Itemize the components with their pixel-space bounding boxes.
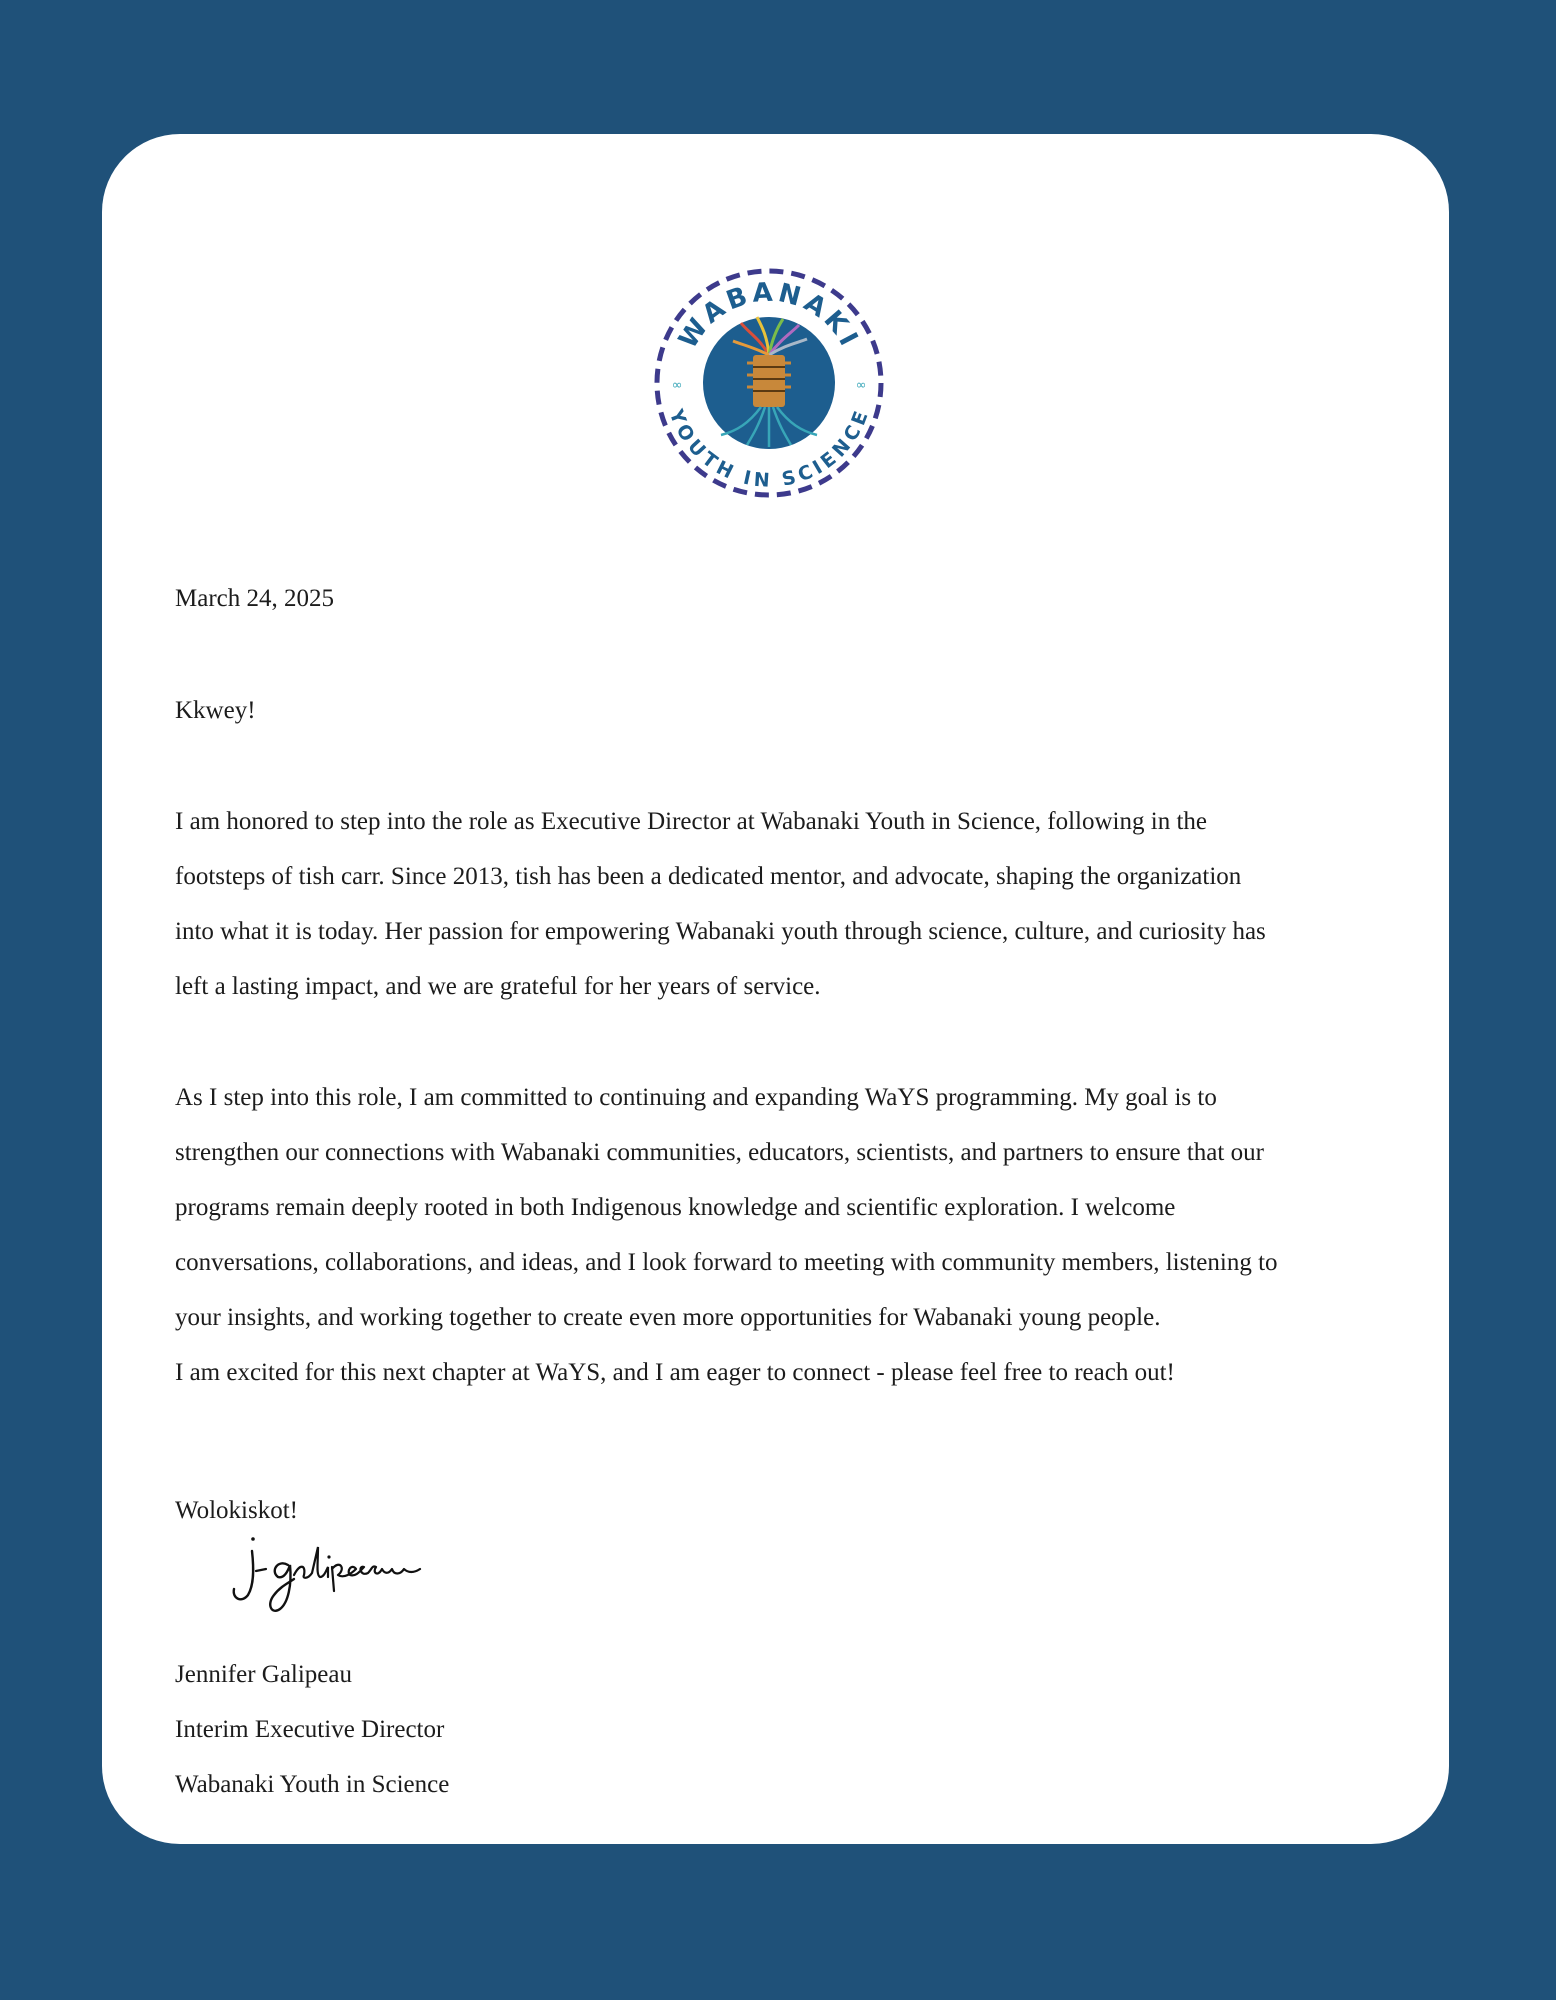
paragraph-line: footsteps of tish carr. Since 2013, tish has been a dedicated mentor, and advocate, shaping the organization: [175, 863, 1242, 890]
handwritten-signature: [222, 1529, 462, 1619]
letter-closing: Wolokiskot!: [175, 1497, 298, 1524]
paragraph-line: As I step into this role, I am committed to continuing and expanding WaYS programming. My goal is to: [175, 1084, 1217, 1111]
paragraph-line: strengthen our connections with Wabanaki communities, educators, scientists, and partners to ensure that our: [175, 1139, 1264, 1166]
logo-text-top: WABANAKI: [673, 277, 866, 355]
paragraph-2: [175, 1070, 1278, 1400]
signer-organization: Wabanaki Youth in Science: [175, 1771, 450, 1798]
paragraph-line: conversations, collaborations, and ideas, and I look forward to meeting with community members, listening to: [175, 1249, 1278, 1276]
letter-card: [102, 134, 1449, 1844]
paragraph-line: left a lasting impact, and we are grateful for her years of service.: [175, 973, 821, 1000]
svg-text:∞: ∞: [855, 378, 867, 393]
signer-name: Jennifer Galipeau: [175, 1661, 353, 1688]
letter-date: March 24, 2025: [175, 585, 334, 612]
paragraph-1: [175, 794, 1266, 1014]
signer-title: Interim Executive Director: [175, 1716, 445, 1743]
logo-text-bottom: YOUTH IN SCIENCE: [664, 406, 874, 492]
paragraph-line: I am excited for this next chapter at WaYS, and I am eager to connect - please feel free to reach out!: [175, 1359, 1175, 1386]
paragraph-line: programs remain deeply rooted in both Indigenous knowledge and scientific exploration. I welcome: [175, 1194, 1176, 1221]
paragraph-line: your insights, and working together to create even more opportunities for Wabanaki young people.: [175, 1304, 1161, 1331]
wabanaki-logo: [649, 263, 889, 503]
svg-text:∞: ∞: [671, 378, 683, 393]
letter-greeting: Kkwey!: [175, 697, 256, 724]
paragraph-line: I am honored to step into the role as Executive Director at Wabanaki Youth in Science, following in the: [175, 808, 1207, 835]
paragraph-line: into what it is today. Her passion for empowering Wabanaki youth through science, culture, and curiosity has: [175, 918, 1266, 945]
